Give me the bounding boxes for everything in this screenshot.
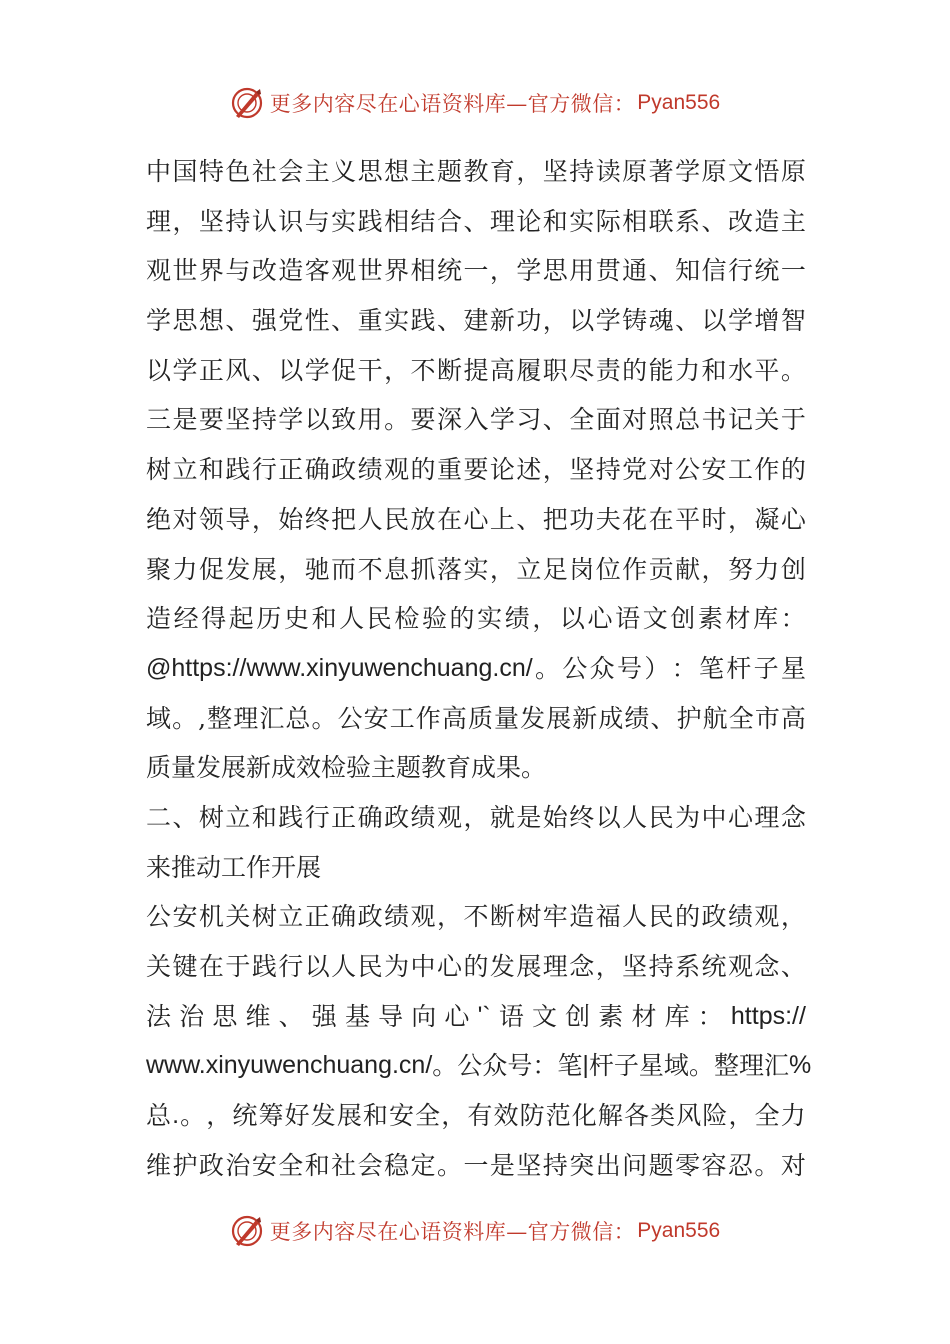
text-line: 公 安 机 关 树 立 正 确 政 绩 观 ， 不 断 树 牢 造 福 人 民 的 政 绩 观 ， xyxy=(146,902,806,932)
text-line: 树 立 和 践 行 正 确 政 绩 观 的 重 要 论 述 ， 坚 持 党 对 公 安 工 作 的 xyxy=(146,455,806,485)
text-line: 理 ， 坚 持 认 识 与 实 践 相 结 合 、 理 论 和 实 际 相 联 系 、 改 造 主 xyxy=(146,206,806,236)
text-line: 质量发展新成效检验主题教育成果。 xyxy=(146,753,547,783)
header-banner-text: 更多内容尽在心语资料库—官方微信： xyxy=(269,92,636,116)
text-line: @https://www.xinyuwenchuang.cn/ 。 公 众 号 ） ： 笔 杆 子 星 xyxy=(146,653,806,683)
text-line: 学 思 想 、 强 党 性 、 重 实 践 、 建 新 功 ， 以 学 铸 魂 、 以 学 增 智 xyxy=(146,306,806,336)
text-line: www.xinyuwenchuang.cn/ 。 公 众 号 ： 笔 | 杆 子 星 域 。 整 理 汇 % xyxy=(146,1051,812,1081)
text-line: 总 . 。 ， 统 筹 好 发 展 和 安 全 ， 有 效 防 范 化 解 各 类 风 险 ， 全 力 xyxy=(146,1101,806,1131)
text-line: 关 键 在 于 践 行 以 人 民 为 中 心 的 发 展 理 念 ， 坚 持 系 统 观 念 、 xyxy=(146,952,806,981)
footer-banner xyxy=(0,1211,950,1251)
pen-logo-icon xyxy=(230,86,264,120)
section-heading-line: 来推动工作开展 xyxy=(146,852,322,882)
text-line: 域 。 , 整 理 汇 总 。 公 安 工 作 高 质 量 发 展 新 成 绩 、 护 航 全 市 高 xyxy=(146,703,806,733)
header-banner xyxy=(0,83,950,123)
footer-banner-text: 更多内容尽在心语资料库—官方微信： xyxy=(269,1220,636,1244)
header-banner-id: Pyan556 xyxy=(637,91,721,114)
document-body xyxy=(146,147,812,1190)
text-line: 中 国 特 色 社 会 主 义 思 想 主 题 教 育 ， 坚 持 读 原 著 学 原 文 悟 原 xyxy=(146,157,806,186)
footer-banner-id: Pyan556 xyxy=(637,1219,721,1242)
text-line: 聚 力 促 发 展 ， 驰 而 不 息 抓 落 实 ， 立 足 岗 位 作 贡 献 ， 努 力 创 xyxy=(146,554,806,584)
text-line: 法 治 思 维 、 强 基 导 向 心 '` 语 文 创 素 材 库 ： https:// xyxy=(146,1001,806,1031)
text-line: 以 学 正 风 、 以 学 促 干 ， 不 断 提 高 履 职 尽 责 的 能 力 和 水 平 。 xyxy=(146,355,806,385)
section-heading-line: 二 、 树 立 和 践 行 正 确 政 绩 观 ， 就 是 始 终 以 人 民 为 中 心 理 念 xyxy=(146,802,806,832)
text-line: 观 世 界 与 改 造 客 观 世 界 相 统 一 ， 学 思 用 贯 通 、 知 信 行 统 一 xyxy=(146,256,806,286)
text-line: 维 护 政 治 安 全 和 社 会 稳 定 。 一 是 坚 持 突 出 问 题 零 容 忍 。 对 xyxy=(146,1150,806,1180)
text-line: 造 经 得 起 历 史 和 人 民 检 验 的 实 绩 ， 以 心 语 文 创 素 材 库 ： xyxy=(146,604,806,634)
text-line: 绝 对 领 导 ， 始 终 把 人 民 放 在 心 上 、 把 功 夫 花 在 平 时 ， 凝 心 xyxy=(146,504,806,534)
text-line: 三 是 要 坚 持 学 以 致 用 。 要 深 入 学 习 、 全 面 对 照 总 书 记 关 于 xyxy=(146,405,806,435)
pen-logo-icon xyxy=(230,1214,264,1248)
